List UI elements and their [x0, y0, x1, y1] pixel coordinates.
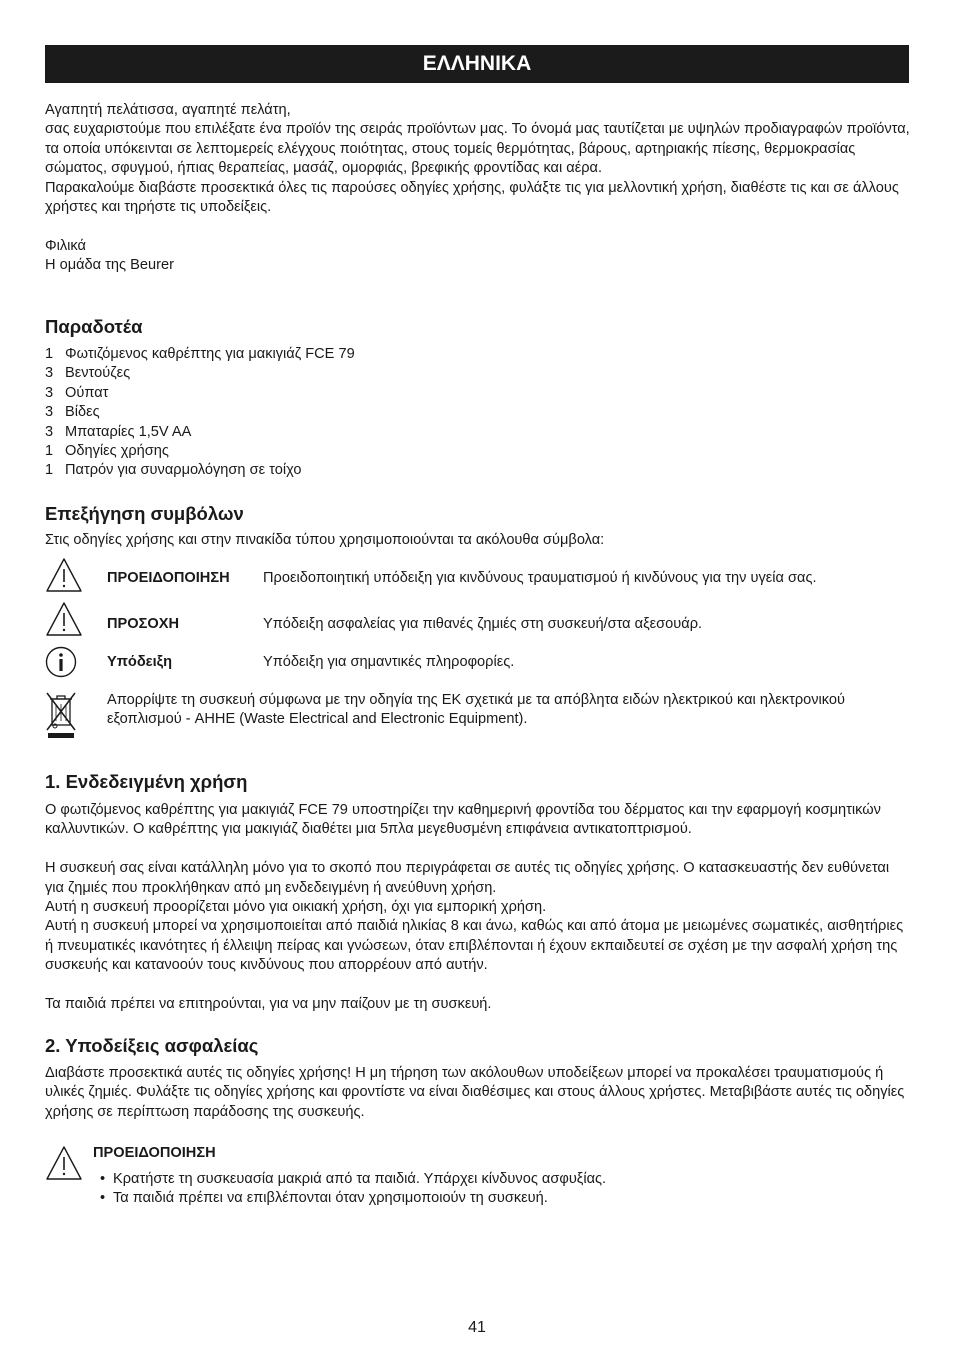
warning-triangle-icon — [45, 1145, 83, 1181]
list-item: 3 Ούπατ — [45, 384, 109, 401]
intended-use-paragraph: Αυτή η συσκευή μπορεί να χρησιμοποιείται από παιδιά ηλικίας 8 και άνω, καθώς και από άτομα με μειωμένες σωματικές, αισθητήριες ή πνευματικές ικανότητες ή έλλειψη πείρας και γνώσεων, όταν επιβλέπονται ή έχουν εκπαιδευτεί σε σχέση με την ασφαλή χρήση της συσκευής και κατανοούν τους κινδύνους που απορρέουν από αυτήν. — [45, 918, 904, 974]
list-item: 3 Βίδες — [45, 404, 100, 421]
symbol-description: Υπόδειξη για σημαντικές πληροφορίες. — [263, 654, 515, 670]
symbol-label: ΠΡΟΣΟΧΗ — [107, 616, 180, 632]
list-item: 3 Μπαταρίες 1,5V AA — [45, 423, 192, 440]
safety-heading: 2. Υποδείξεις ασφαλείας — [45, 1035, 259, 1056]
language-title: ΕΛΛΗΝΙΚΑ — [422, 52, 532, 76]
warning-item: • Τα παιδιά πρέπει να επιβλέπονται όταν χρησιμοποιούν τη συσκευή. — [100, 1189, 610, 1208]
list-item: 3 Βεντούζες — [45, 365, 131, 382]
intended-use-paragraph: Τα παιδιά πρέπει να επιτηρούνται, για να μην παίζουν με τη συσκευή. — [45, 996, 492, 1013]
warning-label: ΠΡΟΕΙΔΟΠΟΙΗΣΗ — [93, 1145, 216, 1161]
page-number: 41 — [468, 1319, 486, 1336]
intro-paragraph-1: σας ευχαριστούμε που επιλέξατε ένα προϊόν της σειράς προϊόντων μας. Το όνομά μας ταυτίζεται με υψηλών προδιαγραφών προϊόντα, τα οποία υπόκεινται σε λεπτομερείς ελέγχους ποιότητας, στους τομείς θερμότητας, βάρους, αρτηριακής πίεσης, θερμοκρασίας σώματος, σφυγμού, ήπιας θεραπείας, μασάζ, ομορφιάς, βρεφικής φροντίδας και αέρα. — [45, 121, 910, 177]
signature: Η ομάδα της Beurer — [45, 257, 174, 274]
symbol-label: Υπόδειξη — [107, 654, 173, 670]
closing: Φιλικά — [45, 237, 86, 254]
intended-use-paragraph: Αυτή η συσκευή προορίζεται μόνο για οικιακή χρήση, όχι για εμπορική χρήση. — [45, 899, 547, 916]
intro-paragraph-2: Παρακαλούμε διαβάστε προσεκτικά όλες τις παρούσες οδηγίες χρήσης, φυλάξτε τις για μελλοντική χρήση, διαθέστε τις και σε άλλους χρήστες και τηρήστε τις υποδείξεις. — [45, 179, 899, 216]
warning-list — [100, 1170, 610, 1209]
symbol-description: Υπόδειξη ασφαλείας για πιθανές ζημιές στη συσκευή/στα αξεσουάρ. — [263, 616, 703, 632]
greeting: Αγαπητή πελάτισσα, αγαπητέ πελάτη, — [45, 102, 291, 118]
intro-text — [45, 101, 911, 276]
intended-use-paragraph: Ο φωτιζόμενος καθρέπτης για μακιγιάζ FCE 79 υποστηρίζει την καθημερινή φροντίδα του δέρματος και την εφαρμογή κοσμητικών καλλυντικών. Ο καθρέπτης για μακιγιάζ διαθέτει μια 5πλα μεγεθυσμένη επιφάνεια αντικατοπτρισμού. — [45, 802, 881, 838]
list-item: 1 Πατρόν για συναρμολόγηση σε τοίχο — [45, 462, 302, 479]
symbols-intro: Στις οδηγίες χρήσης και στην πινακίδα τύπου χρησιμοποιούνται τα ακόλουθα σύμβολα: — [45, 532, 605, 548]
symbol-description: Απορρίψτε τη συσκευή σύμφωνα με την οδηγία της ΕΚ σχετικά με τα απόβλητα ειδών ηλεκτρικού και ηλεκτρονικού εξοπλισμού - AHHE (Waste Electrical and Electronic Equipment). — [107, 692, 846, 728]
intended-use-paragraph: Η συσκευή σας είναι κατάλληλη μόνο για το σκοπό που περιγράφεται σε αυτές τις οδηγίες χρήσης. Ο κατασκευαστής δεν ευθύνεται για ζημιές που προκλήθηκαν από μη ενδεδειγμένη ή ανεύθυνη χρήση. — [45, 860, 890, 896]
safety-intro: Διαβάστε προσεκτικά αυτές τις οδηγίες χρήσης! Η μη τήρηση των ακόλουθων υποδείξεων μπορεί να προκαλέσει τραυματισμούς ή υλικές ζημιές. Φυλάξτε τις οδηγίες χρήσης και φροντίστε να είναι διαθέσιμες και στους άλλους χρήστες. Μεταβιβάστε αυτές τις οδηγίες χρήσης σε περίπτωση παράδοσης της συσκευής. — [45, 1065, 905, 1120]
delivery-list — [45, 345, 355, 481]
intended-use-text — [45, 801, 911, 1014]
warning-triangle-icon — [45, 557, 83, 593]
warning-triangle-icon — [45, 601, 83, 637]
weee-crossed-bin-icon — [45, 690, 77, 740]
symbol-description: Προειδοποιητική υπόδειξη για κινδύνους τραυματισμού ή κινδύνους για την υγεία σας. — [263, 570, 817, 586]
language-banner — [45, 45, 909, 83]
intended-use-heading: 1. Ενδεδειγμένη χρήση — [45, 771, 248, 792]
list-item: 1 Οδηγίες χρήσης — [45, 442, 169, 459]
list-item: 1 Φωτιζόμενος καθρέπτης για μακιγιάζ FCE 79 — [45, 346, 355, 362]
warning-item: • Κρατήστε τη συσκευασία μακριά από τα παιδιά. Υπάρχει κίνδυνος ασφυξίας. — [100, 1170, 610, 1189]
symbol-label: ΠΡΟΕΙΔΟΠΟΙΗΣΗ — [107, 570, 230, 586]
delivery-heading: Παραδοτέα — [45, 316, 143, 337]
info-icon — [45, 645, 79, 679]
symbols-heading: Επεξήγηση συμβόλων — [45, 503, 244, 524]
